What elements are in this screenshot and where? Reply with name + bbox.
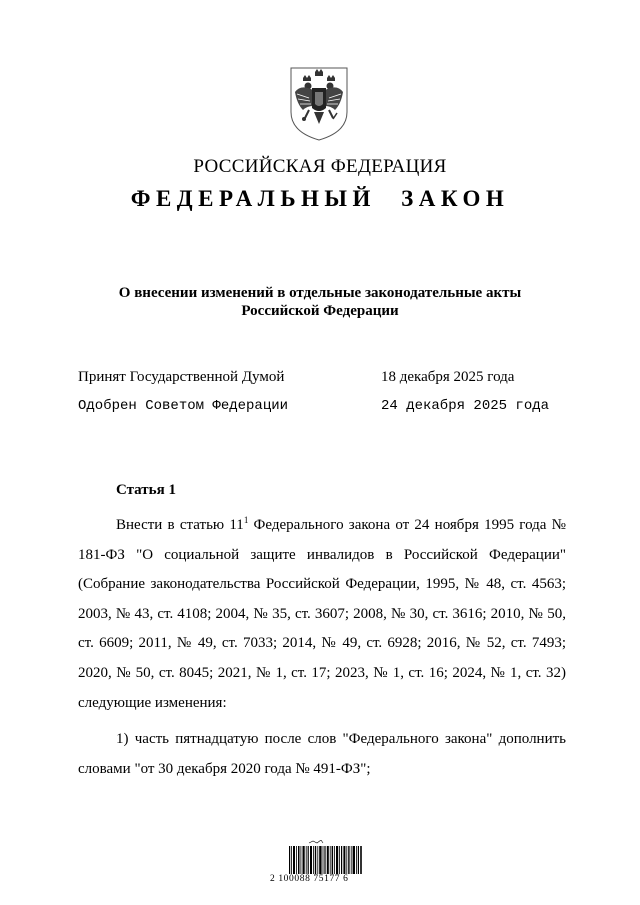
document-type-heading: ФЕДЕРАЛЬНЫЙ ЗАКОН <box>130 186 510 211</box>
article-intro-paragraph <box>78 511 566 718</box>
duma-date: 18 декабря 2025 года <box>381 369 515 385</box>
coat-of-arms-icon <box>287 66 351 142</box>
law-title <box>100 284 540 320</box>
article-heading: Статья 1 <box>116 482 176 498</box>
duma-label: Принят Государственной Думой <box>78 369 285 385</box>
intro-superscript: 1 <box>243 515 249 525</box>
council-date: 24 декабря 2025 года <box>381 398 550 414</box>
intro-text-end: Федерального закона от 24 ноября 1995 года № 181-ФЗ "О социальной защите инвалидов в Российской Федерации" (Собрание законодательства Российской Федерации, 1995, № 48, ст. 4563; 2003, № 43, ст. 4108; 2004, № 35, ст. 3607; 2008, № 30, ст. 3616; 2010, № 50, ст. 6609; 2011, № 49, ст. 7033; 2014, № 49, ст. 6928; 2016, № 52, ст. 7493; 2020, № 50, ст. 8045; 2021, № 1, ст. 17; 2023, № 1, ст. 16; 2024, № 1, ст. 32) следующие изменения: <box>78 517 566 711</box>
item-1-paragraph: 1) часть пятнадцатую после слов "Федерального закона" дополнить словами "от 30 декабря 2020 года № 491-ФЗ"; <box>78 731 566 777</box>
law-title-line: Российской Федерации <box>241 303 399 319</box>
country-heading: РОССИЙСКАЯ ФЕДЕРАЦИЯ <box>193 156 447 177</box>
law-title-line: О внесении изменений в отдельные законодательные акты <box>118 285 522 301</box>
council-label: Одобрен Советом Федерации <box>78 398 289 414</box>
barcode-icon <box>289 840 363 874</box>
barcode-number: 2 100088 75177 6 <box>270 874 349 884</box>
article-body <box>78 511 566 784</box>
intro-text-start: Внести в статью 11 <box>116 517 244 533</box>
